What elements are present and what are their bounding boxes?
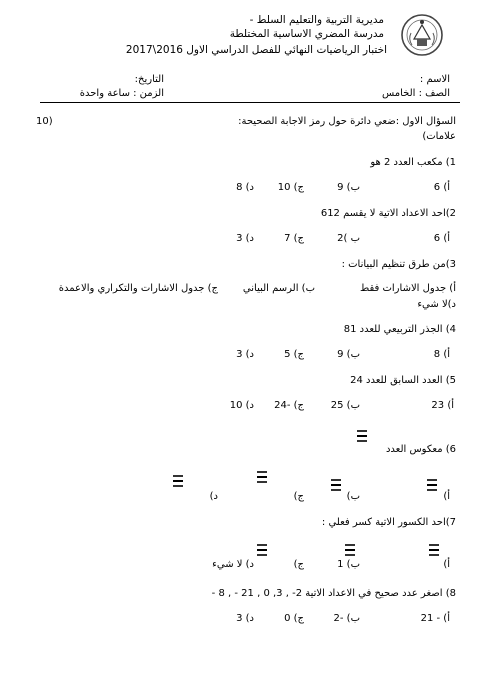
option-c[interactable]: ج) جدول الاشارات والتكراري والاعمدة [58, 283, 218, 294]
header-divider [40, 102, 460, 103]
option-a[interactable]: أ) [443, 491, 450, 502]
question-3-text: 3)من طرق تنظيم البيانات : [341, 259, 456, 270]
marks-word: علامات) [422, 131, 456, 142]
option-a[interactable]: أ) 8 [433, 349, 450, 360]
option-d[interactable]: د) 3 [236, 613, 254, 624]
option-d[interactable]: د) لا شيء [212, 559, 254, 570]
option-a[interactable]: أ) 23 [431, 400, 454, 411]
option-a[interactable]: أ) 6 [433, 182, 450, 193]
option-a[interactable]: أ) 6 [433, 233, 450, 244]
option-a[interactable]: أ) - 21 [420, 613, 450, 624]
question-5-text: 5) العدد السابق للعدد 24 [350, 375, 456, 386]
question-7-text: 7)احد الكسور الاتية كسر فعلي : [321, 517, 456, 528]
option-d[interactable]: د)لا شيء [417, 299, 456, 310]
fraction-glyph [428, 543, 440, 557]
fraction-glyph [356, 429, 368, 443]
option-b[interactable]: ب) 25 [330, 400, 360, 411]
option-c[interactable]: ج) 5 [284, 349, 304, 360]
option-b[interactable]: ب) [346, 491, 360, 502]
option-c[interactable]: ج) 7 [284, 233, 304, 244]
option-b[interactable]: ب) 1 [337, 559, 360, 570]
section-title: السؤال الاول :ضعي دائرة حول رمز الاجابة الصحيحة: [238, 116, 456, 127]
fraction-glyph [256, 543, 268, 557]
question-4-text: 4) الجذر التربيعي للعدد 81 [343, 324, 456, 335]
option-a[interactable]: أ) [443, 559, 450, 570]
option-d[interactable]: د) [209, 491, 218, 502]
option-b[interactable]: ب) 9 [337, 182, 360, 193]
marks-number: (10 [36, 116, 53, 127]
option-d[interactable]: د) 3 [236, 349, 254, 360]
name-label: الاسم : [419, 74, 450, 85]
option-c[interactable]: ج) [293, 491, 304, 502]
class-label: الصف : الخامس [381, 88, 450, 99]
ministry-emblem-icon [400, 13, 444, 57]
fraction-glyph [256, 470, 268, 484]
fraction-glyph [330, 478, 342, 492]
fraction-glyph [426, 478, 438, 492]
option-c[interactable]: ج) [293, 559, 304, 570]
school-name: مدرسة المضري الاساسية المختلطة [229, 28, 384, 40]
option-c[interactable]: ج) 0 [284, 613, 304, 624]
option-d[interactable]: د) 8 [236, 182, 254, 193]
option-c[interactable]: ج) -24 [274, 400, 304, 411]
option-b[interactable]: ب) الرسم البياني [242, 283, 315, 294]
fraction-glyph [172, 474, 184, 488]
option-a[interactable]: أ) جدول الاشارات فقط [359, 283, 456, 294]
option-b[interactable]: ب) 9 [337, 349, 360, 360]
exam-title: اختبار الرياضيات النهائي للفصل الدراسي الاول 2016\2017 [125, 44, 387, 56]
option-d[interactable]: د) 3 [236, 233, 254, 244]
question-2-text: 2)احد الاعداد الاتية لا يقسم 612 [320, 208, 456, 219]
directorate-line: مديرية التربية والتعليم السلط - [249, 14, 384, 26]
fraction-glyph [344, 543, 356, 557]
option-b[interactable]: ب )2 [337, 233, 360, 244]
option-b[interactable]: ب) -2 [333, 613, 360, 624]
date-label: التاريخ: [134, 74, 164, 85]
option-d[interactable]: د) 10 [229, 400, 254, 411]
question-1-text: 1) مكعب العدد 2 هو [370, 157, 456, 168]
question-8-text: 8) اصغر عدد صحيح في الاعداد الاتية 2- , 3, 0 , 21 - , 8 - [211, 588, 456, 599]
time-label: الزمن : ساعة واحدة [79, 88, 164, 99]
option-c[interactable]: ج) 10 [277, 182, 304, 193]
question-6-text: 6) معكوس العدد [385, 444, 456, 455]
